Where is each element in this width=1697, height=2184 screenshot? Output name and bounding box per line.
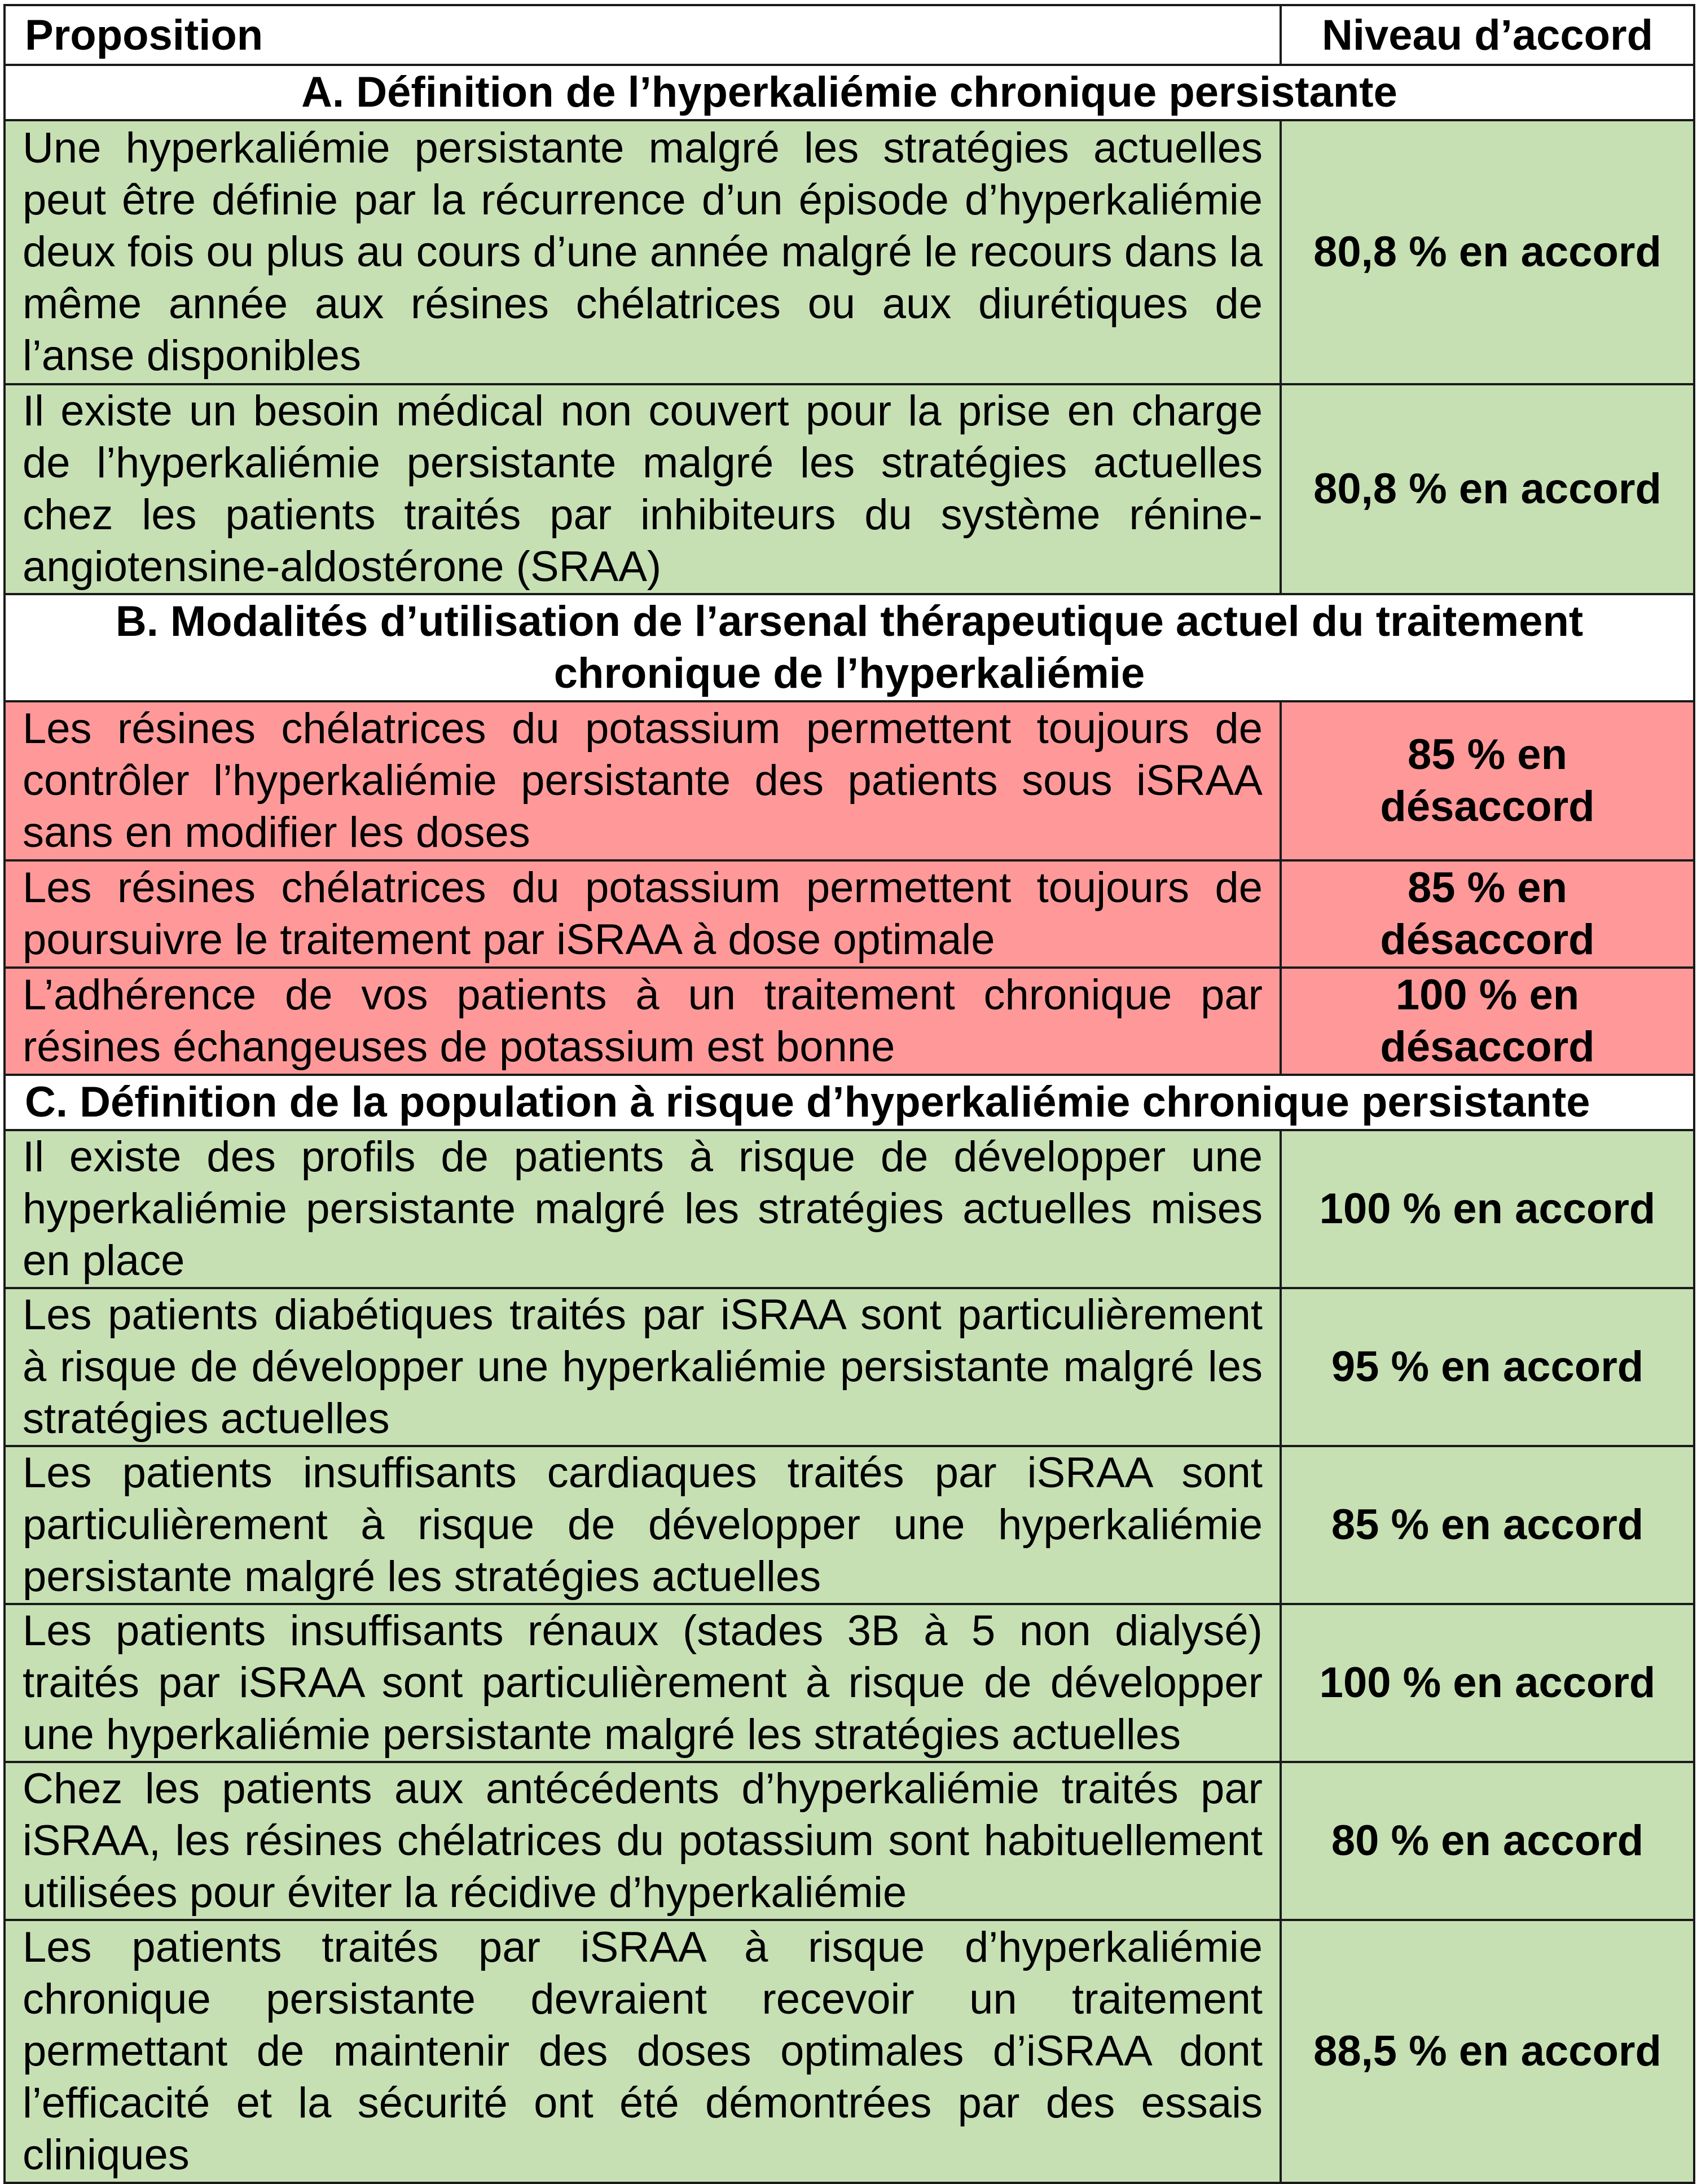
proposition-cell: Chez les patients aux antécédents d’hyperkaliémie traités par iSRAA, les résines chélatrices du potassium sont habituellement utilisées pour éviter la récidive d’hyperkaliémie	[5, 1762, 1281, 1920]
agreement-level-cell: 80,8 % en accord	[1281, 120, 1694, 384]
table-row	[5, 1446, 1694, 1604]
table-row	[5, 968, 1694, 1075]
table-row	[5, 701, 1694, 860]
header-level: Niveau d’accord	[1281, 5, 1694, 65]
agreement-level-cell: 95 % en accord	[1281, 1288, 1694, 1446]
table-row	[5, 1762, 1694, 1920]
proposition-cell: Les patients insuffisants rénaux (stades 3B à 5 non dialysé) traités par iSRAA sont particulièrement à risque de développer une hyperkaliémie persistante malgré les stratégies actuelles	[5, 1604, 1281, 1762]
section-header-b	[5, 594, 1694, 701]
agreement-level-cell: 85 % en désaccord	[1281, 860, 1694, 968]
agreement-level-cell: 100 % en accord	[1281, 1130, 1694, 1288]
section-title: A. Définition de l’hyperkaliémie chronique persistante	[5, 65, 1694, 120]
proposition-cell: Les patients traités par iSRAA à risque d’hyperkaliémie chronique persistante devraient recevoir un traitement permettant de maintenir des doses optimales d’iSRAA dont l’efficacité et la sécurité ont été démontrées par des essais cliniques	[5, 1920, 1281, 2183]
proposition-cell: Les patients diabétiques traités par iSRAA sont particulièrement à risque de développer une hyperkaliémie persistante malgré les stratégies actuelles	[5, 1288, 1281, 1446]
agreement-level-cell: 88,5 % en accord	[1281, 1920, 1694, 2183]
table-row	[5, 120, 1694, 384]
table-row	[5, 1604, 1694, 1762]
table-row	[5, 1130, 1694, 1288]
agreement-level-cell: 80,8 % en accord	[1281, 384, 1694, 594]
section-title: B. Modalités d’utilisation de l’arsenal thérapeutique actuel du traitement chronique de l’hyperkaliémie	[5, 594, 1694, 701]
proposition-cell: Il existe des profils de patients à risque de développer une hyperkaliémie persistante malgré les stratégies actuelles mises en place	[5, 1130, 1281, 1288]
agreement-level-cell: 85 % en désaccord	[1281, 701, 1694, 860]
agreement-level-cell: 80 % en accord	[1281, 1762, 1694, 1920]
table-row	[5, 860, 1694, 968]
table-row	[5, 1288, 1694, 1446]
agreement-level-cell: 100 % en accord	[1281, 1604, 1694, 1762]
section-header-c	[5, 1075, 1694, 1130]
section-title: C. Définition de la population à risque d’hyperkaliémie chronique persistante	[5, 1075, 1694, 1130]
section-header-a	[5, 65, 1694, 120]
table-row	[5, 384, 1694, 594]
table-header-row	[5, 5, 1694, 65]
proposition-cell: Les résines chélatrices du potassium permettent toujours de contrôler l’hyperkaliémie persistante des patients sous iSRAA sans en modifier les doses	[5, 701, 1281, 860]
table-row	[5, 1920, 1694, 2183]
agreement-level-cell: 85 % en accord	[1281, 1446, 1694, 1604]
proposition-cell: Les résines chélatrices du potassium permettent toujours de poursuivre le traitement par iSRAA à dose optimale	[5, 860, 1281, 968]
proposition-cell: Une hyperkaliémie persistante malgré les stratégies actuelles peut être définie par la récurrence d’un épisode d’hyperkaliémie deux fois ou plus au cours d’une année malgré le recours dans la même année aux résines chélatrices ou aux diurétiques de l’anse disponibles	[5, 120, 1281, 384]
consensus-table	[3, 4, 1695, 2184]
proposition-cell: Les patients insuffisants cardiaques traités par iSRAA sont particulièrement à risque de développer une hyperkaliémie persistante malgré les stratégies actuelles	[5, 1446, 1281, 1604]
proposition-cell: Il existe un besoin médical non couvert pour la prise en charge de l’hyperkaliémie persistante malgré les stratégies actuelles chez les patients traités par inhibiteurs du système rénine-angiotensine-aldostérone (SRAA)	[5, 384, 1281, 594]
header-proposition: Proposition	[5, 5, 1281, 65]
proposition-cell: L’adhérence de vos patients à un traitement chronique par résines échangeuses de potassium est bonne	[5, 968, 1281, 1075]
agreement-level-cell: 100 % en désaccord	[1281, 968, 1694, 1075]
